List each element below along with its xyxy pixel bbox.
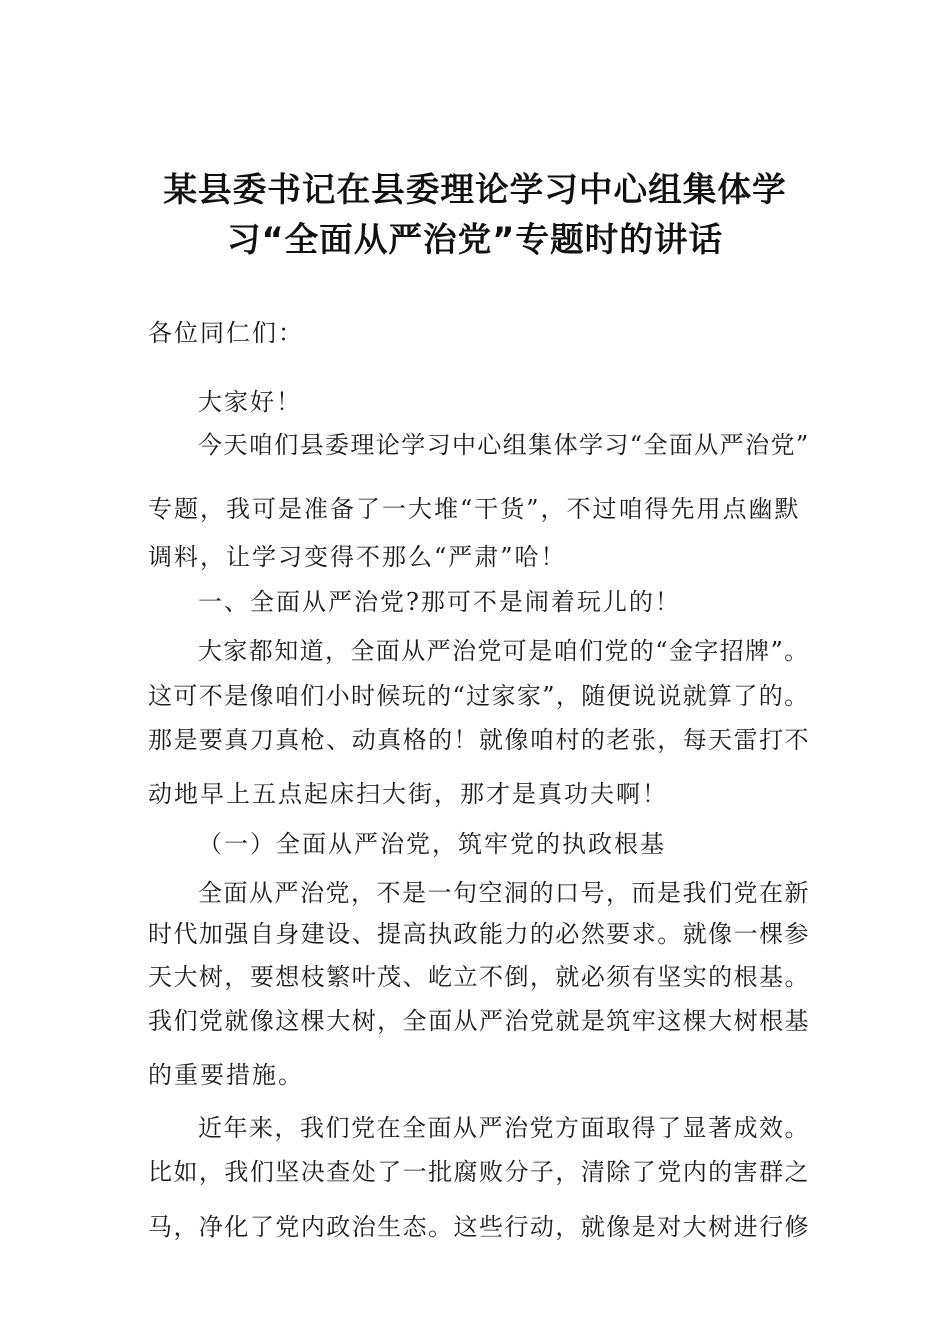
body-line: 专题，我可是准备了一大堆“干货”，不过咱得先用点幽默 <box>148 495 801 523</box>
body-line: 时代加强自身建设、提高执政能力的必然要求。就像一棵参 <box>148 920 810 948</box>
body-line: 天大树，要想枝繁叶茂、屹立不倒，就必须有坚实的根基。 <box>148 963 810 991</box>
body-line: 我们党就像这棵大树，全面从严治党就是筑牢这棵大树根基 <box>148 1007 810 1035</box>
subsection-heading: （一）全面从严治党，筑牢党的执政根基 <box>198 830 666 858</box>
body-line: 这可不是像咱们小时候玩的“过家家”，随便说说就算了的。 <box>148 682 810 710</box>
body-line: 今天咱们县委理论学习中心组集体学习“全面从严治党” <box>198 431 810 459</box>
body-line: 马，净化了党内政治生态。这些行动，就像是对大树进行修 <box>148 1213 810 1241</box>
document-title-line-2: 习“全面从严治党”专题时的讲话 <box>226 220 724 259</box>
body-line: 调料，让学习变得不那么“严肃”哈！ <box>148 543 567 571</box>
salutation: 各位同仁们： <box>148 319 304 347</box>
body-line: 大家都知道，全面从严治党可是咱们党的“金字招牌”。 <box>198 637 810 665</box>
body-line: 比如，我们坚决查处了一批腐败分子，清除了党内的害群之 <box>148 1158 810 1186</box>
body-line: 近年来，我们党在全面从严治党方面取得了显著成效。 <box>198 1114 810 1142</box>
body-line: 全面从严治党，不是一句空洞的口号，而是我们党在新 <box>198 879 810 907</box>
body-line: 的重要措施。 <box>148 1061 304 1089</box>
greeting: 大家好！ <box>198 388 302 416</box>
section-heading: 一、全面从严治党?那可不是闹着玩儿的！ <box>198 588 681 616</box>
document-title-line-1: 某县委书记在县委理论学习中心组集体学 <box>163 170 787 209</box>
body-line: 那是要真刀真枪、动真格的！就像咱村的老张，每天雷打不 <box>148 726 810 754</box>
body-line: 动地早上五点起床扫大街，那才是真功夫啊！ <box>148 780 668 808</box>
